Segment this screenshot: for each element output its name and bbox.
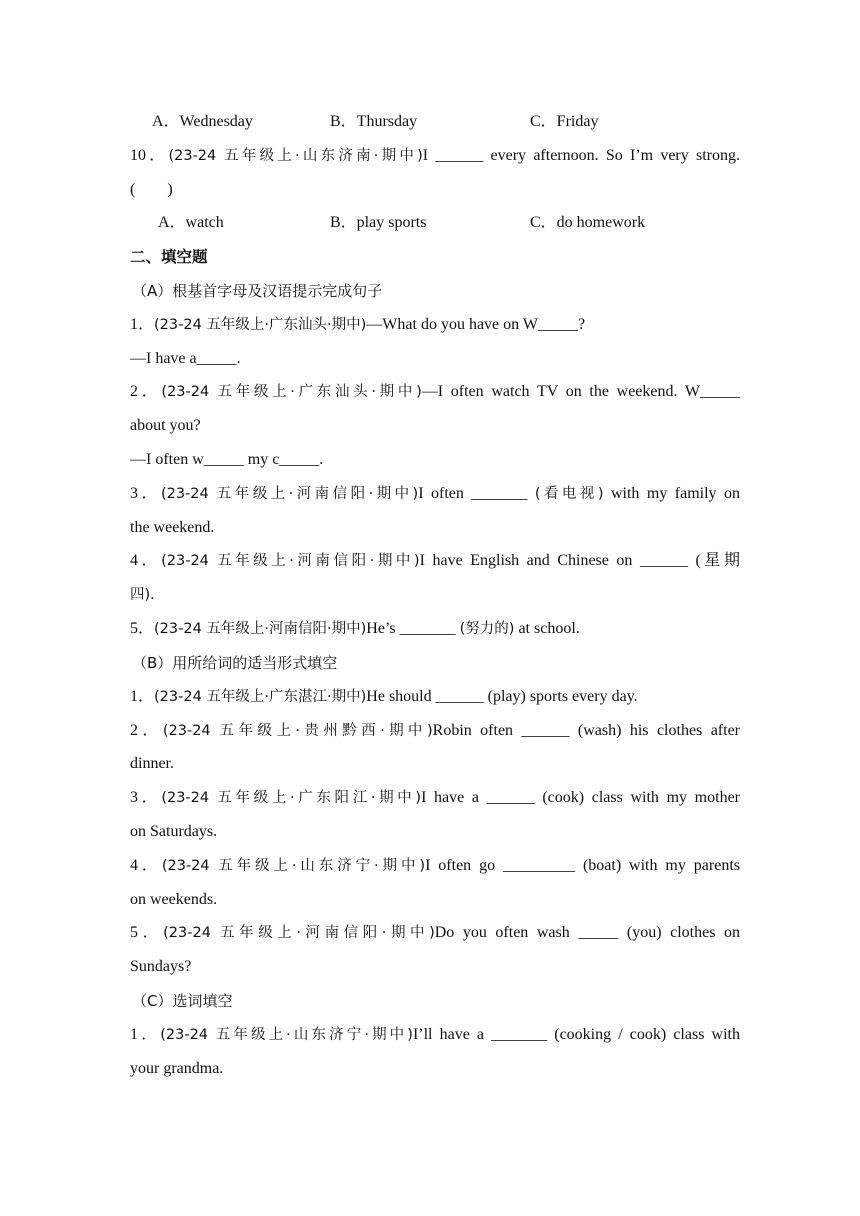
part-b-q5-line2: Sundays? [130,958,192,975]
q10-source: (23-24 五年级上·山东济南·期中) [168,148,423,164]
question-number: 3． [130,789,162,806]
part-a-q3-line2: the weekend. [130,519,215,536]
question-text: I often go _________ (boat) with my parents [425,857,740,874]
part-a-q2-line2: about you? [130,417,201,434]
question-text: Robin often ______ (wash) his clothes after [432,722,741,739]
q10-option-b: B．play sports [330,214,427,231]
q10-answer-paren: ( ) [130,181,173,198]
part-b-q4 [130,855,740,877]
part-a-q1-line2: —I have a_____. [130,350,241,367]
question-source: (23-24 五年级上·河南信阳·期中) [161,553,420,569]
part-b-q1 [130,686,740,708]
question-text: I’ll have a _______ (cooking / cook) class with [412,1026,740,1043]
question-number: 3． [130,485,161,502]
section-title-fill-blanks: 二、填空题 [130,248,208,266]
question-source: (23-24 五年级上·广东湛江·期中) [154,689,367,705]
part-c-q1-line2: your grandma. [130,1060,224,1077]
question-source: (23-24 五年级上·贵州黔西·期中) [162,723,433,739]
part-a-q2-line3: —I often w_____ my c_____. [130,451,324,468]
part-a-q5 [130,618,740,640]
part-b-title: （B）用所给词的适当形式填空 [132,654,338,672]
question-source: (23-24 五年级上·河南信阳·期中) [160,486,419,502]
question-source: (23-24 五年级上·山东济宁·期中) [161,858,426,874]
part-a-q4 [130,550,740,572]
part-b-q4-line2: on weekends. [130,891,218,908]
q10-text: I ______ every afternoon. So I’m very strong. [422,147,740,164]
part-b-q3 [130,787,740,809]
question-text-end: at school. [514,620,580,637]
q10-option-a: A．watch [158,214,224,231]
question-source: (23-24 五年级上·广东阳江·期中) [161,790,422,806]
question-text: —What do you have on W_____? [366,316,586,333]
part-a-q4-line2: 四). [130,587,155,603]
question-number: 5． [130,924,164,941]
question-source: (23-24 五年级上·广东汕头·期中) [161,384,422,400]
part-b-q2-line2: dinner. [130,755,174,772]
question-source: (23-24 五年级上·山东济宁·期中) [160,1027,413,1043]
question-text-end: with my family on [603,485,741,502]
question-source: (23-24 五年级上·广东汕头·期中) [154,317,367,333]
question-number: 4． [130,552,162,569]
q10-number: 10． [130,147,169,164]
part-b-q3-line2: on Saturdays. [130,823,218,840]
question-source: (23-24 五年级上·河南信阳·期中) [154,621,367,637]
question-number: 1． [130,316,155,333]
chinese-hint: (看电视) [534,486,604,502]
question-text: I have a ______ (cook) class with my mother [421,789,740,806]
q10-question [130,145,740,167]
q9-option-b: B．Thursday [330,113,418,130]
question-text: He’s _______ [366,620,460,637]
part-a-title: （A）根基首字母及汉语提示完成句子 [132,282,383,300]
question-text: I often _______ [418,485,535,502]
question-number: 1． [130,1026,161,1043]
q9-option-c: C．Friday [530,113,599,130]
question-number: 1． [130,688,155,705]
q9-option-a: A．Wednesday [152,113,253,130]
question-number: 2． [130,383,162,400]
part-a-q2 [130,381,740,403]
part-b-q2 [130,720,740,742]
question-text: I have English and Chinese on ______ (星期 [419,552,740,569]
part-a-q1 [130,314,740,336]
question-source: (23-24 五年级上·河南信阳·期中) [163,925,435,941]
question-text: —I often watch TV on the weekend. W_____ [421,383,741,400]
part-c-q1 [130,1024,740,1046]
part-b-q5 [130,922,740,944]
question-number: 2． [130,722,163,739]
question-number: 4． [130,857,162,874]
question-number: 5． [130,620,155,637]
chinese-hint: (努力的) [459,621,515,637]
q10-option-c: C．do homework [530,214,646,231]
part-a-q3 [130,483,740,505]
part-c-title: （C）选词填空 [132,992,233,1010]
question-text: Do you often wash _____ (you) clothes on [434,924,740,941]
question-text: He should ______ (play) sports every day. [366,688,638,705]
